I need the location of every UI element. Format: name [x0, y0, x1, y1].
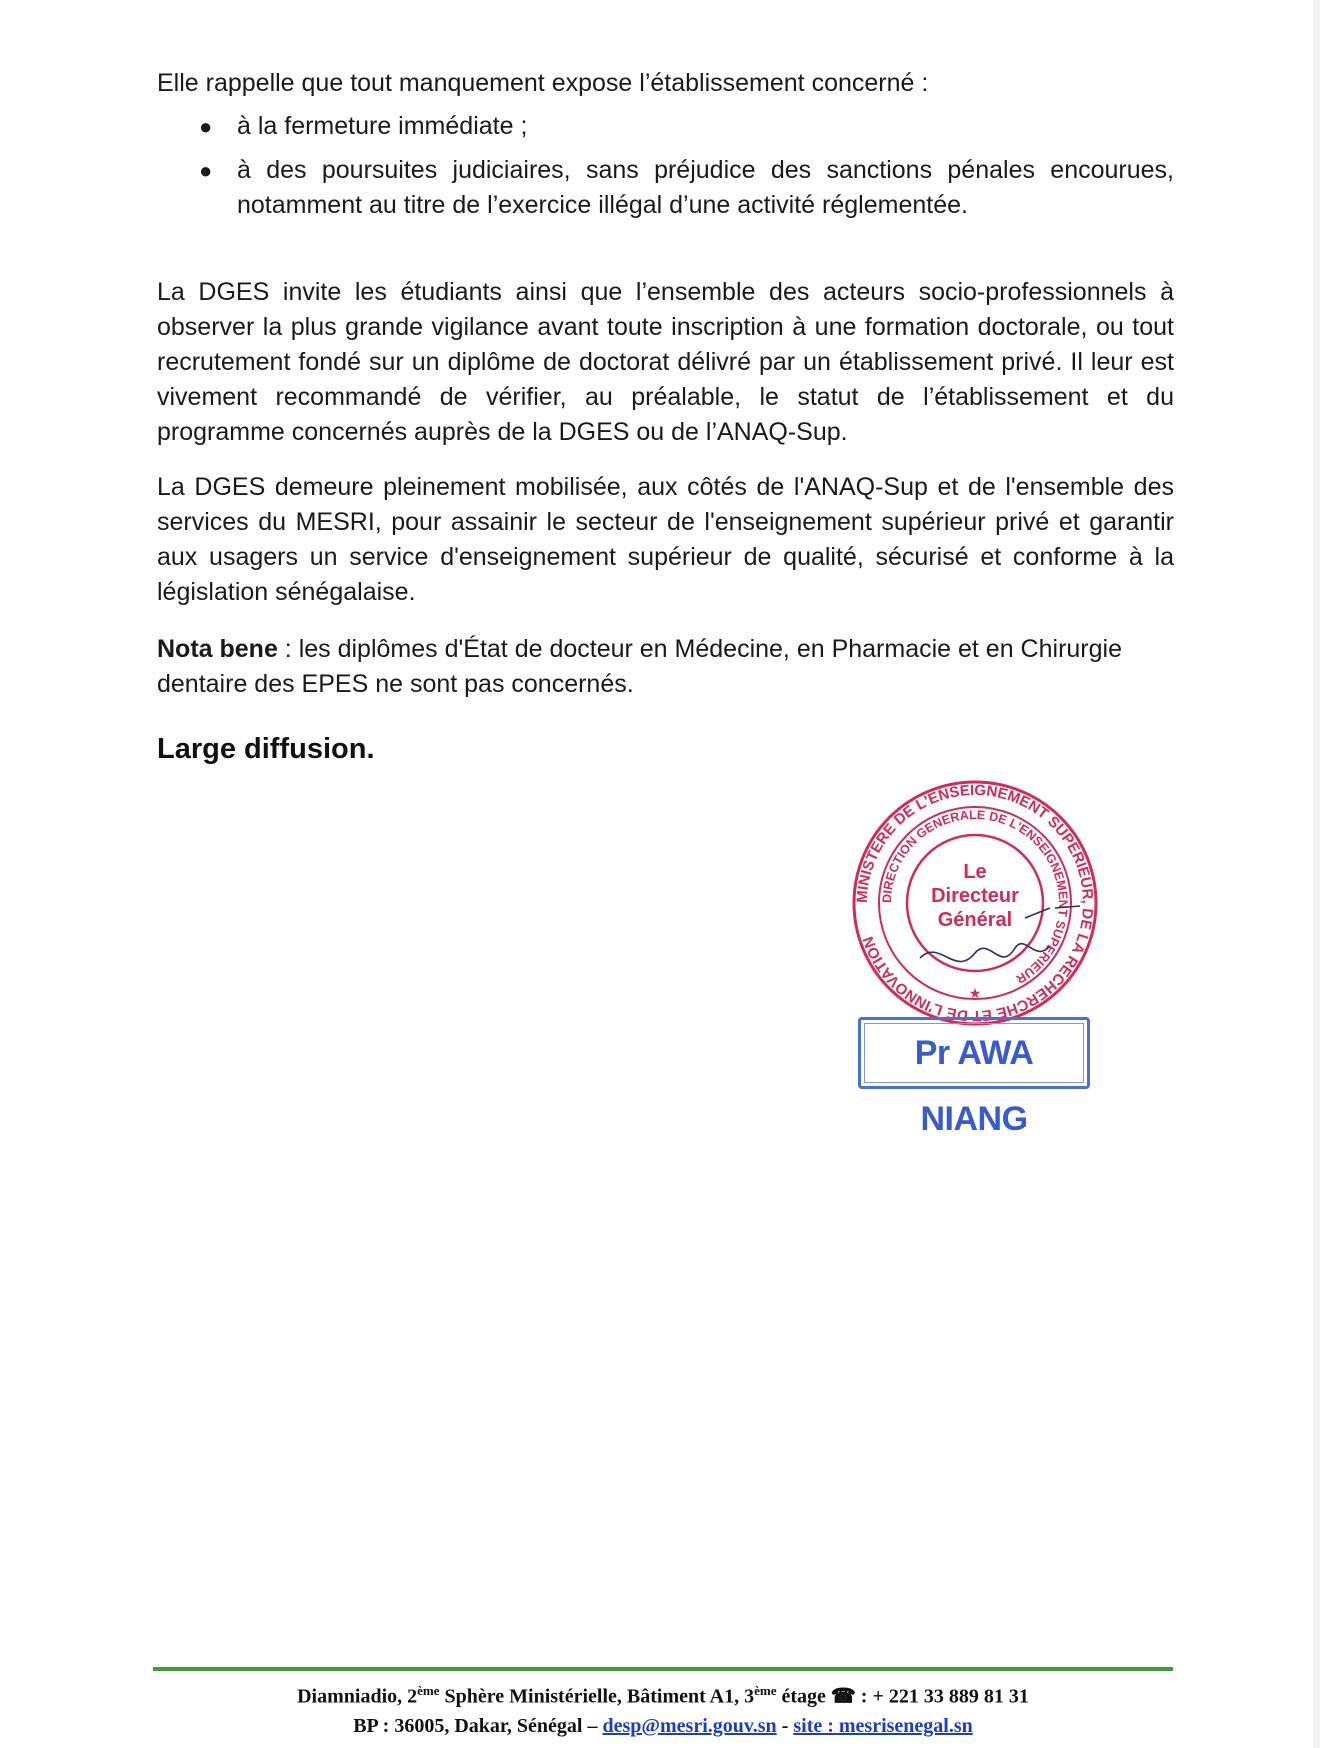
bullet-icon: ●	[199, 114, 213, 139]
footer-rule	[153, 1667, 1173, 1671]
footer-contact-line: BP : 36005, Dakar, Sénégal – desp@mesri.gouv.sn - site : mesrisenegal.sn	[353, 1714, 973, 1737]
footer	[153, 1676, 1173, 1741]
star-icon: ★	[968, 985, 982, 1001]
bullet-icon: ●	[199, 158, 213, 183]
list-item-text: à des poursuites judiciaires, sans préjudice des sanctions pénales encourues, notamment au titre de l’exercice illégal d’une activité réglementée.	[237, 156, 1174, 219]
website-link[interactable]: site : mesrisenegal.sn	[793, 1714, 973, 1737]
stamp-center-line2: Directeur	[931, 885, 1019, 907]
stamp-outer-text: MINISTERE DE L'ENSEIGNEMENT SUPERIEUR, DE LA RECHERCHE ET DE L'INNOVATION	[853, 781, 1097, 1025]
list-item	[157, 153, 1174, 223]
footer-address-line: Diamniadio, 2ème Sphère Ministérielle, Bâtiment A1, 3ème étage ☎ : + 221 33 889 81 31	[297, 1683, 1029, 1708]
nota-bene-paragraph	[157, 632, 1174, 702]
stamp-center-line3: Général	[937, 909, 1013, 931]
letter-body	[157, 66, 1174, 767]
sanctions-list	[157, 109, 1174, 223]
signatory-name-stamp: Pr AWA NIANG	[858, 1017, 1090, 1089]
email-link[interactable]: desp@mesri.gouv.sn	[602, 1714, 777, 1737]
vigilance-paragraph: La DGES invite les étudiants ainsi que l’ensemble des acteurs socio-professionnels à observer la plus grande vigilance avant toute inscription à une formation doctorale, ou tout recrutement fondé sur un diplôme de doctorat délivré par un établissement privé. Il leur est vivement recommandé de vérifier, au préalable, le statut de l’établissement et du programme concernés auprès de la DGES ou de l’ANAQ-Sup.	[157, 278, 1174, 446]
nota-bene-label: Nota bene	[157, 635, 278, 663]
stamp-center-line1: Le	[963, 861, 987, 883]
list-item-text: à la fermeture immédiate ;	[237, 112, 528, 140]
mobilisation-paragraph: La DGES demeure pleinement mobilisée, aux côtés de l'ANAQ-Sup et de l'ensemble des services du MESRI, pour assainir le secteur de l'enseignement supérieur privé et garantir aux usagers un service d'enseignement supérieur de qualité, sécurisé et conforme à la législation sénégalaise.	[157, 473, 1174, 606]
page-edge	[1313, 0, 1320, 1748]
list-item	[157, 109, 1174, 144]
official-stamp	[850, 778, 1100, 1028]
closing-line: Large diffusion.	[157, 733, 375, 765]
intro-paragraph: Elle rappelle que tout manquement expose l’établissement concerné :	[157, 69, 929, 97]
stamp-inner-text: DIRECTION GENERALE DE L'ENSEIGNEMENT SUPERIEUR	[879, 807, 1071, 987]
nota-bene-text: : les diplômes d'État de docteur en Médecine, en Pharmacie et en Chirurgie dentaire des EPES ne sont pas concernés.	[157, 635, 1122, 698]
